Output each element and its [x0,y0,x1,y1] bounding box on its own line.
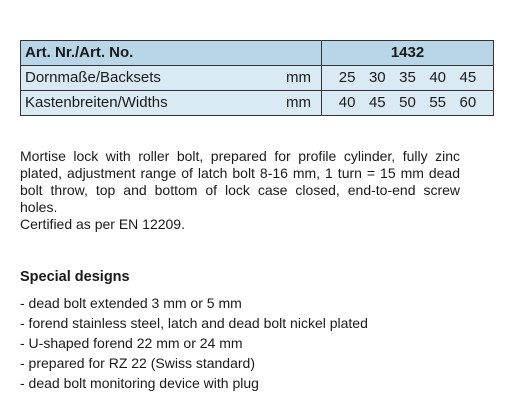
width-value: 50 [399,94,416,111]
list-item: - U-shaped forend 22 mm or 24 mm [20,335,243,351]
special-designs-list [20,293,368,393]
header-label: Art. Nr./Art. No. [21,41,322,66]
list-item: - dead bolt extended 3 mm or 5 mm [20,295,242,311]
row-unit-widths: mm [286,94,311,111]
list-item: - dead bolt monitoring device with plug [20,375,259,391]
table-header-row [21,41,494,66]
description-paragraph: Mortise lock with roller bolt, prepared for profile cylinder, fully zinc plated, adjustment range of latch bolt 8-16 mm, 1 turn = 15 mm dead bolt throw, top and bottom of lock case closed, end-to-end screw holes. [20,148,460,215]
header-article-number: 1432 [322,41,494,66]
backset-value: 25 [338,69,356,86]
table-row-widths [21,91,494,116]
list-item: - forend stainless steel, latch and dead bolt nickel plated [20,315,368,331]
width-value: 55 [429,94,446,111]
backset-value: 35 [399,69,416,86]
product-description [20,148,460,233]
backset-value: 30 [368,69,386,86]
width-value: 60 [459,94,477,111]
spec-table [20,40,494,116]
backset-value: 40 [429,69,446,86]
width-value: 40 [338,94,356,111]
width-value: 45 [368,94,386,111]
row-label-backsets: Dornmaße/Backsets [25,69,161,86]
row-label-widths: Kastenbreiten/Widths [25,94,168,111]
backset-value: 45 [459,69,477,86]
table-row-backsets [21,66,494,91]
list-item: - prepared for RZ 22 (Swiss standard) [20,355,255,371]
certification-text: Certified as per EN 12209. [20,216,185,232]
row-unit-backsets: mm [286,69,311,86]
special-designs-heading: Special designs [20,269,130,285]
